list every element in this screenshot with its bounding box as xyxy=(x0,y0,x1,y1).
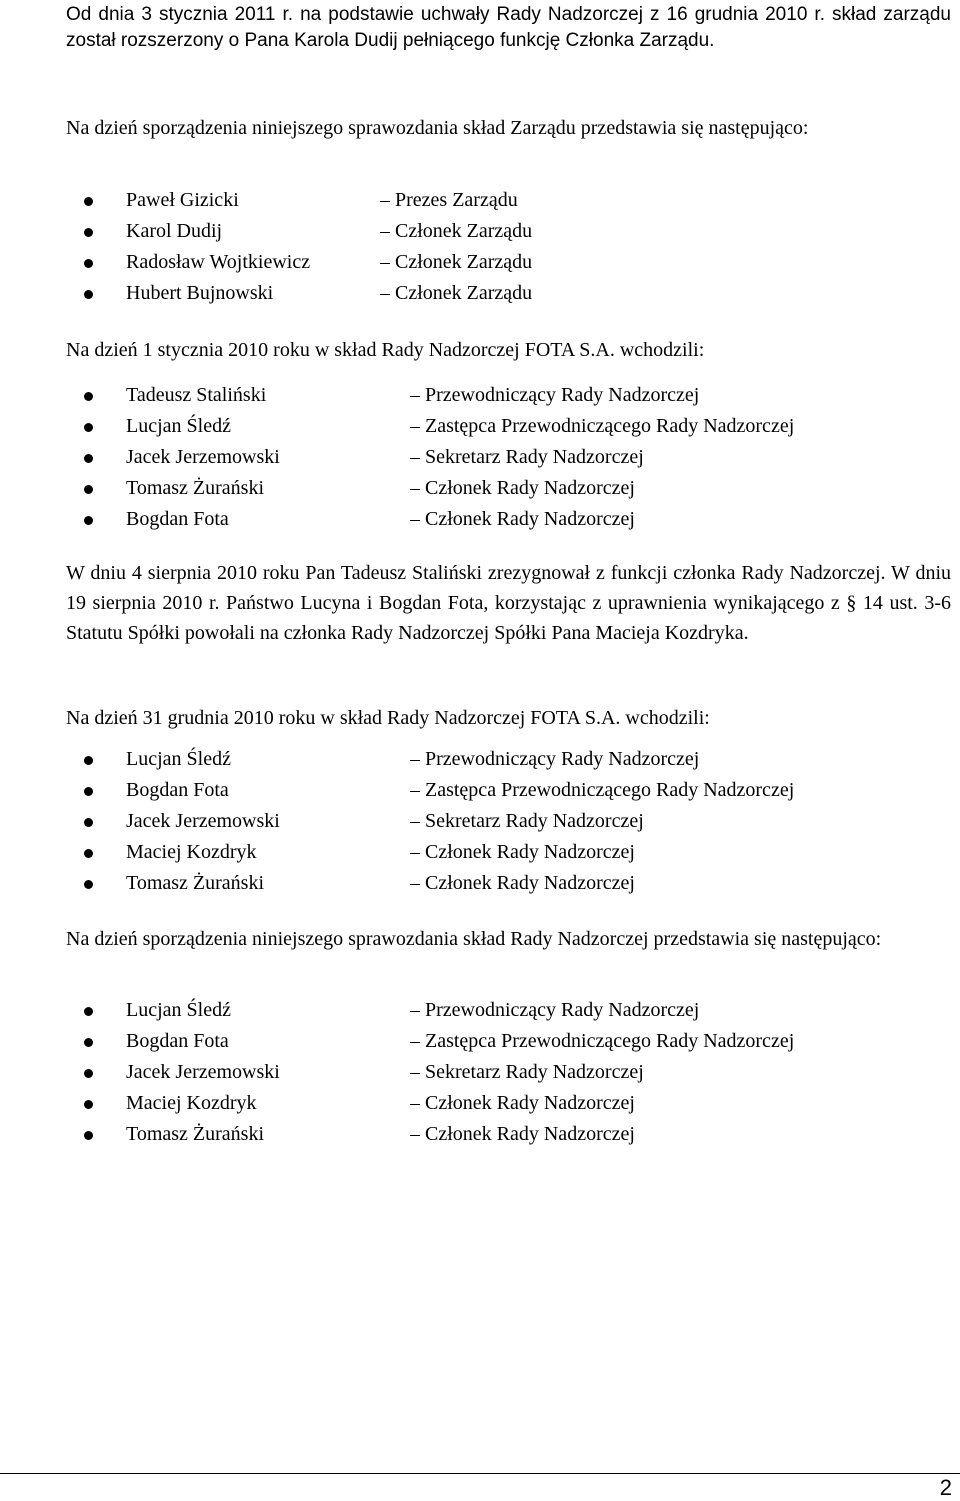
board-current-heading: Na dzień sporządzenia niniejszego sprawozdania skład Zarządu przedstawia się następująco: xyxy=(66,117,809,139)
member-name: Bogdan Fota xyxy=(126,1030,229,1052)
list-item xyxy=(66,1088,951,1119)
council-current-heading: Na dzień sporządzenia niniejszego sprawozdania skład Rady Nadzorczej przedstawia się następująco: xyxy=(66,928,882,950)
board-current-list xyxy=(66,185,951,309)
member-name: Lucjan Śledź xyxy=(126,415,231,437)
list-item xyxy=(66,837,951,868)
bullet-icon xyxy=(84,818,93,827)
bullet-icon xyxy=(84,1131,93,1140)
member-name: Tomasz Żurański xyxy=(126,1123,265,1145)
member-name: Bogdan Fota xyxy=(126,508,229,530)
member-name: Lucjan Śledź xyxy=(126,999,231,1021)
member-name: Karol Dudij xyxy=(126,220,223,242)
list-item xyxy=(66,1057,951,1088)
member-role: – Członek Rady Nadzorczej xyxy=(410,872,635,894)
member-role: – Zastępca Przewodniczącego Rady Nadzorczej xyxy=(410,779,795,801)
intro-paragraph: Od dnia 3 stycznia 2011 r. na podstawie uchwały Rady Nadzorczej z 16 grudnia 2010 r. skład zarządu został rozszerzony o Pana Karola Dudij pełniącego funkcję Członka Zarządu. xyxy=(66,4,951,51)
member-name: Tadeusz Staliński xyxy=(126,384,267,406)
list-item xyxy=(66,868,951,899)
bullet-icon xyxy=(84,849,93,858)
list-item xyxy=(66,744,951,775)
list-item xyxy=(66,1119,951,1150)
list-item xyxy=(66,247,951,278)
member-name: Maciej Kozdryk xyxy=(126,841,257,863)
bullet-icon xyxy=(84,485,93,494)
bullet-icon xyxy=(84,1007,93,1016)
member-name: Paweł Gizicki xyxy=(126,189,239,211)
member-role: – Sekretarz Rady Nadzorczej xyxy=(410,446,644,468)
member-name: Tomasz Żurański xyxy=(126,872,265,894)
member-role: – Członek Rady Nadzorczej xyxy=(410,1092,635,1114)
member-name: Maciej Kozdryk xyxy=(126,1092,257,1114)
member-role: – Członek Zarządu xyxy=(380,282,533,304)
council-end-heading: Na dzień 31 grudnia 2010 roku w skład Rady Nadzorczej FOTA S.A. wchodzili: xyxy=(66,707,710,729)
member-role: – Sekretarz Rady Nadzorczej xyxy=(410,1061,644,1083)
bullet-icon xyxy=(84,880,93,889)
list-item xyxy=(66,775,951,806)
bullet-icon xyxy=(84,228,93,237)
member-role: – Zastępca Przewodniczącego Rady Nadzorczej xyxy=(410,415,795,437)
footer-divider xyxy=(0,1473,960,1474)
member-role: – Przewodniczący Rady Nadzorczej xyxy=(410,384,700,406)
member-name: Hubert Bujnowski xyxy=(126,282,274,304)
bullet-icon xyxy=(84,259,93,268)
bullet-icon xyxy=(84,423,93,432)
member-name: Lucjan Śledź xyxy=(126,748,231,770)
member-role: – Przewodniczący Rady Nadzorczej xyxy=(410,999,700,1021)
member-role: – Prezes Zarządu xyxy=(380,189,518,211)
bullet-icon xyxy=(84,1100,93,1109)
bullet-icon xyxy=(84,1038,93,1047)
list-item xyxy=(66,442,951,473)
member-role: – Członek Zarządu xyxy=(380,251,533,273)
member-role: – Zastępca Przewodniczącego Rady Nadzorczej xyxy=(410,1030,795,1052)
member-role: – Członek Rady Nadzorczej xyxy=(410,508,635,530)
member-name: Tomasz Żurański xyxy=(126,477,265,499)
bullet-icon xyxy=(84,392,93,401)
council-current-list xyxy=(66,995,951,1150)
list-item xyxy=(66,1026,951,1057)
member-name: Bogdan Fota xyxy=(126,779,229,801)
bullet-icon xyxy=(84,516,93,525)
bullet-icon xyxy=(84,787,93,796)
bullet-icon xyxy=(84,290,93,299)
member-role: – Członek Zarządu xyxy=(380,220,533,242)
council-start-heading: Na dzień 1 stycznia 2010 roku w skład Rady Nadzorczej FOTA S.A. wchodzili: xyxy=(66,339,705,361)
list-item xyxy=(66,473,951,504)
bullet-icon xyxy=(84,756,93,765)
list-item xyxy=(66,995,951,1026)
list-item xyxy=(66,806,951,837)
member-role: – Przewodniczący Rady Nadzorczej xyxy=(410,748,700,770)
list-item xyxy=(66,216,951,247)
member-name: Radosław Wojtkiewicz xyxy=(126,251,311,273)
member-name: Jacek Jerzemowski xyxy=(126,446,280,468)
member-role: – Członek Rady Nadzorczej xyxy=(410,841,635,863)
member-role: – Członek Rady Nadzorczej xyxy=(410,1123,635,1145)
member-role: – Sekretarz Rady Nadzorczej xyxy=(410,810,644,832)
changes-paragraph: W dniu 4 sierpnia 2010 roku Pan Tadeusz Staliński zrezygnował z funkcji członka Rady Nadzorczej. W dniu 19 sierpnia 2010 r. Państwo Lucyna i Bogdan Fota, korzystając z uprawnienia wynikającego z § 14 ust. 3-6 Statutu Spółki powołali na członka Rady Nadzorczej Spółki Pana Macieja Kozdryka. xyxy=(66,562,951,644)
list-item xyxy=(66,380,951,411)
member-name: Jacek Jerzemowski xyxy=(126,1061,280,1083)
council-start-list xyxy=(66,380,951,535)
list-item xyxy=(66,504,951,535)
member-name: Jacek Jerzemowski xyxy=(126,810,280,832)
member-role: – Członek Rady Nadzorczej xyxy=(410,477,635,499)
list-item xyxy=(66,185,951,216)
list-item xyxy=(66,278,951,309)
bullet-icon xyxy=(84,454,93,463)
bullet-icon xyxy=(84,1069,93,1078)
council-end-list xyxy=(66,744,951,899)
page-number: 2 xyxy=(939,1475,952,1500)
list-item xyxy=(66,411,951,442)
bullet-icon xyxy=(84,197,93,206)
